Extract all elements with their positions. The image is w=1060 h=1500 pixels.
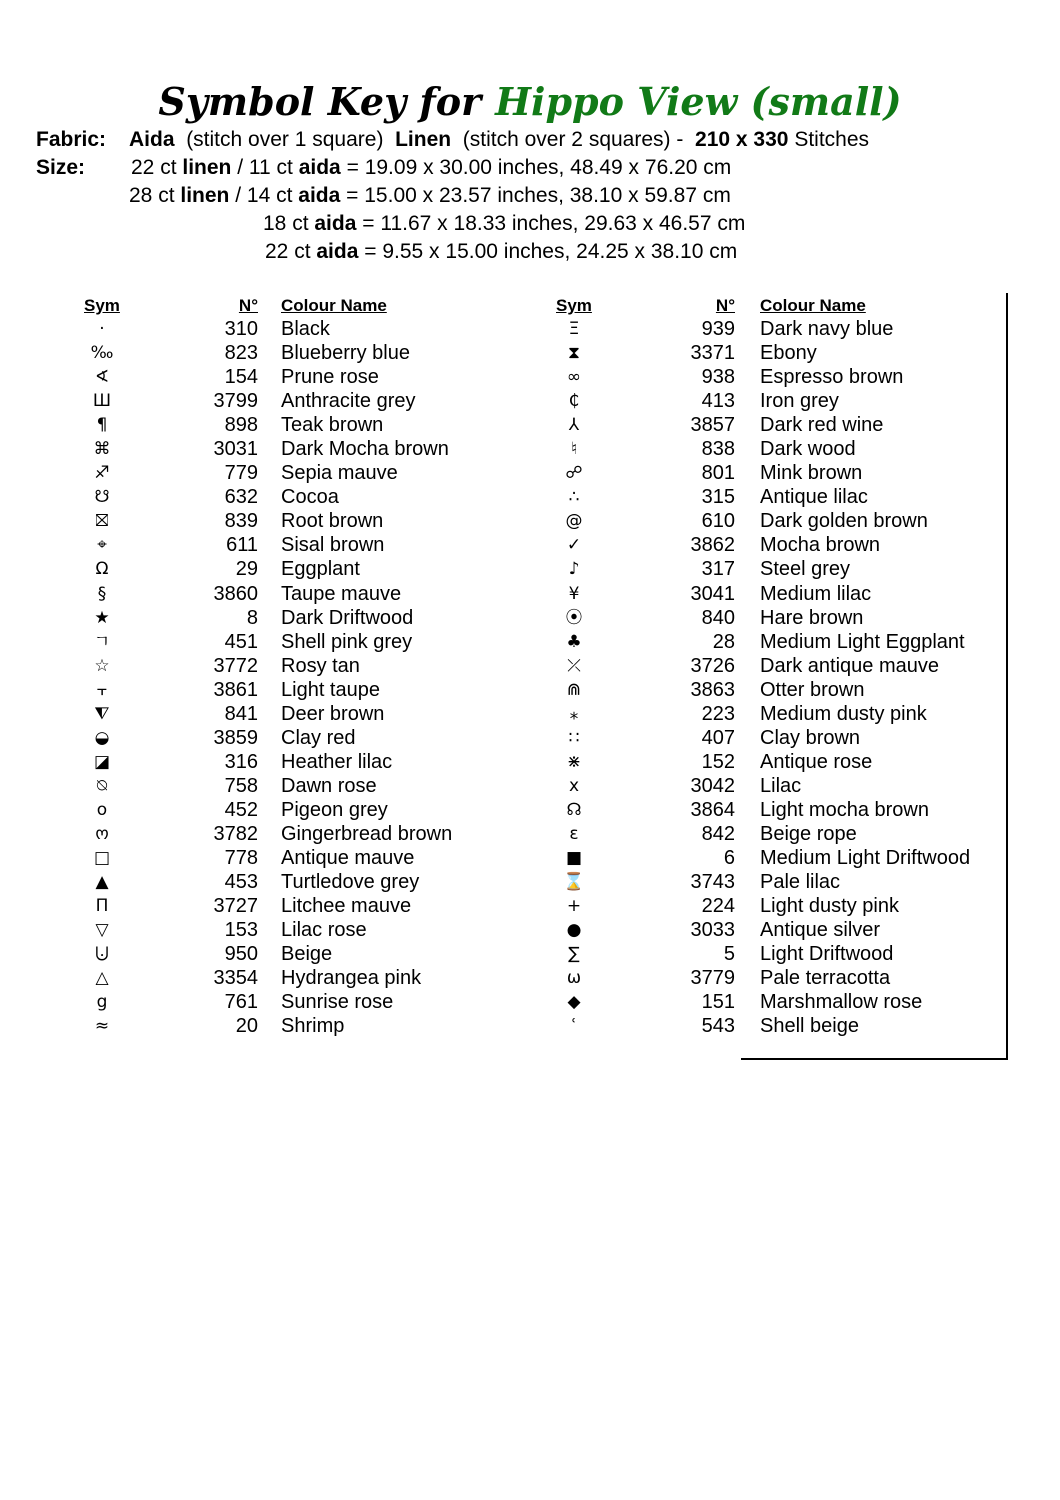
symbol-icon: ≈ (94, 1016, 110, 1037)
table-row (545, 870, 985, 894)
symbol-icon: ☋ (94, 487, 110, 508)
colour-number: 3862 (690, 534, 735, 557)
colour-name: Dark antique mauve (760, 654, 939, 677)
table-row (70, 918, 490, 942)
colour-name: Antique rose (760, 750, 873, 773)
table-row (70, 942, 490, 966)
table-row (545, 990, 985, 1014)
colour-name: Antique mauve (281, 847, 415, 870)
colour-name: Light dusty pink (760, 895, 899, 918)
table-row (545, 485, 985, 509)
colour-number: 3864 (690, 798, 735, 821)
table-header (545, 295, 985, 317)
colour-name: Root brown (281, 510, 384, 533)
symbol-icon: ⧗ (568, 343, 580, 364)
colour-number: 3726 (690, 654, 735, 677)
colour-name: Dark golden brown (760, 510, 928, 533)
colour-name: Dark navy blue (760, 318, 894, 340)
header-number: N° (238, 296, 258, 315)
colour-name: Mink brown (760, 462, 863, 485)
colour-name: Turtledove grey (281, 871, 420, 894)
table-row (545, 606, 985, 630)
colour-number: 779 (224, 462, 258, 485)
colour-name: Light taupe (281, 678, 380, 701)
colour-number: 3779 (690, 967, 735, 990)
colour-number: 3860 (213, 582, 258, 605)
colour-number: 543 (701, 1015, 735, 1038)
colour-name: Pale terracotta (760, 967, 891, 990)
table-row (70, 485, 490, 509)
table-row (70, 870, 490, 894)
colour-name: Eggplant (281, 558, 360, 581)
header-sym: Sym (84, 296, 120, 315)
size-count: 28 ct (129, 184, 175, 207)
colour-number: 842 (701, 822, 735, 845)
size-count: 22 ct (131, 156, 177, 179)
symbol-icon: ∞ (566, 367, 582, 388)
fabric-label: Fabric: (36, 128, 107, 151)
colour-name: Deer brown (281, 702, 385, 725)
colour-number: 3031 (213, 438, 258, 461)
design-name: Hippo View (small) (495, 79, 902, 124)
colour-number: 453 (224, 871, 258, 894)
symbol-icon: ㄱ (93, 631, 111, 652)
colour-number: 413 (701, 390, 735, 413)
size-value: = 11.67 x 18.33 inches, 29.63 x 46.57 cm (362, 212, 746, 235)
title-prefix: Symbol Key for (158, 79, 482, 124)
symbol-icon: △ (95, 968, 109, 989)
table-row (70, 822, 490, 846)
size-line (129, 182, 731, 210)
table-row (545, 389, 985, 413)
table-row (70, 798, 490, 822)
colour-name: Dark wood (760, 438, 856, 461)
symbol-icon: Π (95, 896, 109, 917)
size-fabric: aida (314, 212, 357, 235)
table-row (545, 1014, 985, 1038)
size-fabric: aida (298, 184, 341, 207)
table-row (70, 894, 490, 918)
symbol-icon: ⁎ (569, 703, 579, 724)
table-row (545, 533, 985, 557)
colour-name: Shell pink grey (281, 630, 413, 653)
stitches-word: Stitches (794, 128, 870, 151)
colour-number: 3782 (213, 822, 258, 845)
table-row (545, 774, 985, 798)
colour-number: 317 (701, 558, 735, 581)
symbol-icon: ■ (565, 848, 583, 869)
colour-name: Medium Light Driftwood (760, 847, 971, 870)
size-line (131, 154, 731, 182)
table-header (70, 295, 490, 317)
colour-name: Medium Light Eggplant (760, 630, 965, 653)
colour-number: 801 (701, 462, 735, 485)
colour-number: 407 (701, 726, 735, 749)
colour-name: Lilac rose (281, 919, 367, 942)
table-row (70, 702, 490, 726)
colour-name: Ebony (760, 342, 817, 365)
table-row (545, 365, 985, 389)
table-row (70, 582, 490, 606)
colour-name: Shrimp (281, 1015, 345, 1038)
symbol-icon: □ (93, 848, 111, 869)
colour-number: 778 (224, 847, 258, 870)
table-row (70, 341, 490, 365)
fabric-aida-note: (stitch over 1 square) (186, 128, 384, 151)
colour-name: Sunrise rose (281, 991, 394, 1014)
colour-name: Marshmallow rose (760, 991, 923, 1014)
table-row (70, 557, 490, 581)
colour-name: Sisal brown (281, 534, 385, 557)
symbol-icon: ☆ (94, 655, 110, 676)
header-colour-name: Colour Name (281, 296, 387, 315)
colour-number: 315 (701, 486, 735, 509)
colour-name: Medium lilac (760, 582, 872, 605)
table-row (545, 413, 985, 437)
colour-name: Hare brown (760, 606, 864, 629)
table-row (545, 630, 985, 654)
symbol-icon: ◒ (94, 727, 110, 748)
table-right-border (1006, 293, 1008, 1059)
size-fabric: linen (182, 156, 232, 179)
colour-name: Antique silver (760, 919, 881, 942)
colour-number: 224 (701, 895, 735, 918)
colour-number: 310 (224, 318, 258, 340)
colour-name: Beige (281, 943, 333, 966)
table-body-left (70, 317, 490, 1038)
symbol-icon: g (96, 992, 108, 1013)
header-colour-name: Colour Name (760, 296, 866, 315)
colour-name: Light mocha brown (760, 798, 929, 821)
header-sym: Sym (556, 296, 592, 315)
table-row (545, 341, 985, 365)
symbol-icon: ⛝ (95, 511, 109, 532)
table-row (545, 702, 985, 726)
colour-number: 758 (224, 774, 258, 797)
symbol-icon: ₵ (568, 391, 580, 412)
colour-name: Mocha brown (760, 534, 881, 557)
symbol-icon: ♐ (94, 463, 110, 484)
symbol-icon: ☍ (565, 463, 583, 484)
table-row (70, 630, 490, 654)
symbol-icon: ◆ (567, 992, 581, 1013)
colour-number: 939 (701, 318, 735, 340)
table-row (545, 654, 985, 678)
fabric-linen-note: (stitch over 2 squares) - (462, 128, 684, 151)
colour-name: Prune rose (281, 366, 379, 389)
symbol-icon: § (97, 583, 107, 604)
colour-number: 151 (701, 991, 735, 1014)
colour-number: 3861 (213, 678, 258, 701)
symbol-icon: ★ (94, 607, 110, 628)
symbol-table-right (545, 295, 985, 1038)
table-row (545, 822, 985, 846)
colour-number: 838 (701, 438, 735, 461)
colour-number: 610 (701, 510, 735, 533)
colour-number: 3859 (213, 726, 258, 749)
colour-number: 316 (224, 750, 258, 773)
colour-number: 5 (723, 943, 735, 966)
symbol-icon: Ш (92, 391, 112, 412)
colour-number: 950 (224, 943, 258, 966)
table-row (70, 389, 490, 413)
table-row (545, 582, 985, 606)
colour-name: Teak brown (281, 414, 384, 437)
table-row (70, 678, 490, 702)
size-value: = 15.00 x 23.57 inches, 38.10 x 59.87 cm (346, 184, 731, 207)
colour-number: 452 (224, 798, 258, 821)
table-bottom-border (741, 1058, 1008, 1060)
size-count: 18 ct (263, 212, 309, 235)
size-label: Size: (36, 156, 86, 179)
colour-number: 29 (235, 558, 258, 581)
table-body-right (545, 317, 985, 1038)
symbol-icon: ☊ (566, 799, 582, 820)
size-fabric: aida (316, 240, 359, 263)
colour-name: Pale lilac (760, 871, 841, 894)
symbol-icon: ∴ (568, 487, 580, 508)
table-row (545, 509, 985, 533)
symbol-icon: ⅄ (568, 415, 580, 436)
symbol-icon: ⨃ (95, 944, 109, 965)
fabric-linen: Linen (395, 128, 452, 151)
table-row (70, 726, 490, 750)
colour-name: Black (281, 318, 330, 340)
size-separator: / 14 ct (235, 184, 293, 207)
table-row (545, 966, 985, 990)
colour-name: Dawn rose (281, 774, 377, 797)
colour-number: 223 (701, 702, 735, 725)
symbol-icon: ω (566, 968, 582, 989)
colour-number: 6 (723, 847, 735, 870)
symbol-icon: ⋒ (566, 679, 582, 700)
symbol-icon: o (96, 799, 108, 820)
colour-number: 823 (224, 342, 258, 365)
symbol-icon: ⍉ (96, 775, 108, 796)
colour-name: Steel grey (760, 558, 851, 581)
table-row (70, 990, 490, 1014)
symbol-icon: ♮ (570, 439, 578, 460)
symbol-icon: ◪ (93, 751, 111, 772)
symbol-icon: ⋇ (566, 751, 582, 772)
colour-name: Beige rope (760, 822, 857, 845)
table-row (545, 726, 985, 750)
symbol-icon: ▲ (95, 872, 109, 893)
table-row (70, 966, 490, 990)
colour-name: Clay red (281, 726, 356, 749)
colour-name: Lilac (760, 774, 802, 797)
table-row (545, 918, 985, 942)
colour-number: 840 (701, 606, 735, 629)
size-fabric: aida (298, 156, 341, 179)
page-title (0, 76, 1060, 128)
colour-number: 451 (224, 630, 258, 653)
colour-number: 8 (246, 606, 258, 629)
table-row (545, 750, 985, 774)
colour-number: 3354 (213, 967, 258, 990)
colour-number: 938 (701, 366, 735, 389)
size-separator: / 11 ct (237, 156, 293, 179)
symbol-icon: x (568, 775, 580, 796)
colour-number: 632 (224, 486, 258, 509)
colour-name: Rosy tan (281, 654, 360, 677)
symbol-icon: ⌘ (93, 439, 111, 460)
colour-number: 3041 (690, 582, 735, 605)
colour-name: Shell beige (760, 1015, 859, 1038)
table-row (70, 317, 490, 341)
symbol-icon: ♣ (566, 631, 582, 652)
table-row (70, 750, 490, 774)
symbol-icon: ⫟ (96, 679, 108, 700)
symbol-icon: ⧨ (94, 703, 110, 724)
table-row (70, 846, 490, 870)
table-row (545, 317, 985, 341)
colour-name: Heather lilac (281, 750, 393, 773)
colour-name: Cocoa (281, 486, 339, 509)
colour-number: 3727 (213, 895, 258, 918)
symbol-icon: ♪ (568, 559, 580, 580)
colour-name: Light Driftwood (760, 943, 894, 966)
colour-name: Pigeon grey (281, 798, 388, 821)
size-value: = 19.09 x 30.00 inches, 48.49 x 76.20 cm (346, 156, 732, 179)
table-row (70, 774, 490, 798)
colour-number: 154 (224, 366, 258, 389)
colour-number: 20 (235, 1015, 258, 1038)
colour-name: Espresso brown (760, 366, 904, 389)
table-row (70, 606, 490, 630)
symbol-icon: ⌛ (563, 872, 585, 893)
table-row (70, 1014, 490, 1038)
colour-name: Hydrangea pink (281, 967, 422, 990)
colour-number: 611 (226, 534, 258, 557)
size-line (263, 210, 745, 238)
colour-number: 152 (701, 750, 735, 773)
symbol-icon: ʿ (571, 1016, 577, 1037)
colour-number: 3033 (690, 919, 735, 942)
colour-name: Sepia mauve (281, 462, 398, 485)
colour-number: 761 (224, 991, 258, 1014)
header-number: N° (715, 296, 735, 315)
symbol-icon: ¥ (568, 583, 580, 604)
table-row (545, 678, 985, 702)
colour-number: 839 (224, 510, 258, 533)
table-row (70, 413, 490, 437)
colour-name: Taupe mauve (281, 582, 402, 605)
colour-number: 3042 (690, 774, 735, 797)
symbol-icon: ɛ (569, 823, 579, 844)
size-value: = 9.55 x 15.00 inches, 24.25 x 38.10 cm (364, 240, 738, 263)
table-row (545, 557, 985, 581)
colour-name: Medium dusty pink (760, 702, 927, 725)
table-row (70, 509, 490, 533)
colour-name: Litchee mauve (281, 895, 412, 918)
table-row (70, 461, 490, 485)
size-fabric: linen (180, 184, 230, 207)
table-row (70, 365, 490, 389)
symbol-icon: Ξ (568, 319, 580, 339)
colour-number: 3743 (690, 871, 735, 894)
symbol-icon: ∢ (94, 367, 110, 388)
colour-number: 28 (712, 630, 735, 653)
colour-number: 3799 (213, 390, 258, 413)
fabric-aida: Aida (129, 128, 175, 151)
symbol-icon: + (566, 896, 582, 917)
symbol-icon: ო (95, 823, 109, 844)
table-row (545, 461, 985, 485)
colour-number: 841 (224, 702, 258, 725)
symbol-icon: Ω (95, 559, 109, 580)
symbol-icon: ⤫ (567, 655, 581, 676)
symbol-icon: ▽ (95, 920, 109, 941)
table-row (70, 533, 490, 557)
table-row (545, 894, 985, 918)
colour-name: Anthracite grey (281, 390, 416, 413)
colour-name: Dark Mocha brown (281, 438, 449, 461)
symbol-icon: ✓ (566, 535, 582, 556)
symbol-icon: @ (565, 511, 583, 532)
size-line (265, 238, 737, 266)
stitch-dimensions: 210 x 330 (695, 128, 789, 151)
colour-name: Gingerbread brown (281, 822, 453, 845)
table-row (545, 846, 985, 870)
symbol-icon: ‰ (90, 343, 114, 364)
symbol-icon: ∑ (568, 944, 580, 965)
colour-name: Iron grey (760, 390, 839, 413)
symbol-icon: ⦿ (565, 607, 583, 628)
colour-name: Clay brown (760, 726, 861, 749)
symbol-icon: ∷ (568, 727, 580, 748)
size-count: 22 ct (265, 240, 311, 263)
symbol-table-left (70, 295, 490, 1038)
symbol-icon: · (99, 319, 105, 339)
symbol-icon: ⌖ (97, 535, 107, 556)
colour-number: 3863 (690, 678, 735, 701)
colour-name: Dark red wine (760, 414, 884, 437)
table-row (70, 654, 490, 678)
colour-number: 3857 (690, 414, 735, 437)
colour-name: Antique lilac (760, 486, 868, 509)
table-row (545, 437, 985, 461)
colour-name: Dark Driftwood (281, 606, 414, 629)
colour-number: 898 (224, 414, 258, 437)
table-row (545, 798, 985, 822)
table-row (70, 437, 490, 461)
table-row (545, 942, 985, 966)
symbol-icon: ¶ (96, 415, 108, 436)
colour-number: 3371 (690, 342, 735, 365)
colour-name: Blueberry blue (281, 342, 410, 365)
colour-number: 153 (224, 919, 258, 942)
symbol-icon: ● (566, 920, 582, 941)
colour-number: 3772 (213, 654, 258, 677)
fabric-description (129, 126, 869, 154)
colour-name: Otter brown (760, 678, 865, 701)
